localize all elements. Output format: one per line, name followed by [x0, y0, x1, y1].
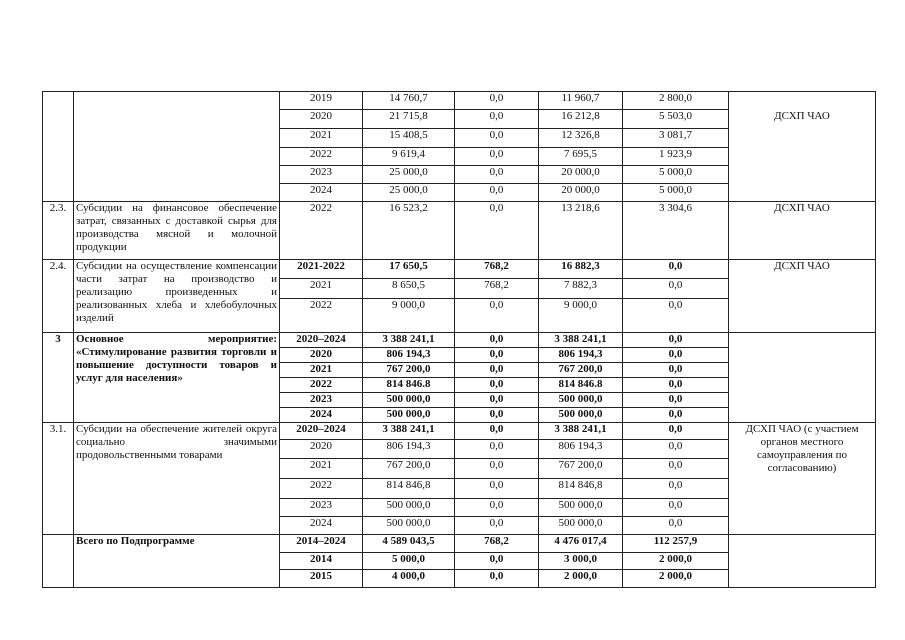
table-row: [43, 92, 876, 110]
total-cell: 500 000,0: [363, 499, 455, 517]
federal-cell: 0,0: [455, 92, 539, 110]
total-cell: 4 589 043,5: [363, 535, 455, 553]
regional-cell: 3 388 241,1: [539, 333, 623, 348]
total-cell: 500 000,0: [363, 408, 455, 423]
total-cell: 25 000,0: [363, 166, 455, 184]
total-cell: 25 000,0: [363, 184, 455, 202]
regional-cell: 3 388 241,1: [539, 423, 623, 440]
regional-cell: 7 695,5: [539, 148, 623, 166]
other-cell: 2 800,0: [623, 92, 729, 110]
row-name-cell: [74, 92, 280, 202]
responsible-cell: ДСХП ЧАО: [729, 260, 876, 333]
total-cell: 3 388 241,1: [363, 333, 455, 348]
other-cell: 0,0: [623, 378, 729, 393]
year-cell: 2021: [280, 279, 363, 299]
other-cell: 0,0: [623, 333, 729, 348]
other-cell: 5 000,0: [623, 166, 729, 184]
federal-cell: 0,0: [455, 363, 539, 378]
total-cell: 3 388 241,1: [363, 423, 455, 440]
regional-cell: 12 326,8: [539, 129, 623, 148]
row-name-cell: Субсидии на обеспечение жителей округа социально значимыми продовольственными товарами: [74, 423, 280, 535]
regional-cell: 13 218,6: [539, 202, 623, 260]
total-cell: 17 650,5: [363, 260, 455, 279]
year-cell: 2024: [280, 517, 363, 535]
year-cell: 2021: [280, 129, 363, 148]
year-cell: 2022: [280, 202, 363, 260]
regional-cell: 767 200,0: [539, 363, 623, 378]
other-cell: 0,0: [623, 408, 729, 423]
regional-cell: 16 212,8: [539, 110, 623, 129]
regional-cell: 500 000,0: [539, 499, 623, 517]
federal-cell: 0,0: [455, 148, 539, 166]
other-cell: 2 000,0: [623, 570, 729, 588]
regional-cell: 767 200,0: [539, 459, 623, 479]
regional-cell: 3 000,0: [539, 553, 623, 570]
table-row: [43, 333, 876, 348]
federal-cell: 768,2: [455, 260, 539, 279]
year-cell: 2020–2024: [280, 333, 363, 348]
row-number-cell: 2.4.: [43, 260, 74, 333]
federal-cell: 0,0: [455, 378, 539, 393]
other-cell: 1 923,9: [623, 148, 729, 166]
total-cell: 500 000,0: [363, 517, 455, 535]
other-cell: 5 000,0: [623, 184, 729, 202]
responsible-cell: ДСХП ЧАО: [729, 202, 876, 260]
responsible-cell: [729, 535, 876, 588]
year-cell: 2023: [280, 166, 363, 184]
table-row: [43, 423, 876, 440]
year-cell: 2020: [280, 348, 363, 363]
federal-cell: 0,0: [455, 479, 539, 499]
other-cell: 0,0: [623, 299, 729, 333]
year-cell: 2023: [280, 393, 363, 408]
other-cell: 3 304,6: [623, 202, 729, 260]
total-cell: 21 715,8: [363, 110, 455, 129]
table-row: [43, 260, 876, 279]
regional-cell: 16 882,3: [539, 260, 623, 279]
row-name-cell: Основное мероприятие: «Стимулирование развития торговли и повышение доступности товаров и услуг для населения»: [74, 333, 280, 423]
total-cell: 9 000,0: [363, 299, 455, 333]
total-cell: 814 846.8: [363, 378, 455, 393]
federal-cell: 0,0: [455, 393, 539, 408]
year-cell: 2024: [280, 408, 363, 423]
row-number-cell: 3.1.: [43, 423, 74, 535]
regional-cell: 814 846,8: [539, 479, 623, 499]
total-cell: 16 523,2: [363, 202, 455, 260]
year-cell: 2020: [280, 440, 363, 459]
regional-cell: 806 194,3: [539, 348, 623, 363]
responsible-cell: ДСХП ЧАО (с участием органов местного самоуправления по согласованию): [729, 423, 876, 535]
year-cell: 2023: [280, 499, 363, 517]
row-name-cell: Субсидии на финансовое обеспечение затрат, связанных с доставкой сырья для производства мясной и молочной продукции: [74, 202, 280, 260]
row-name-cell: Субсидии на осуществление компенсации части затрат на производство и реализацию произведенных и реализованных хлеба и хлебобулочных изделий: [74, 260, 280, 333]
year-cell: 2022: [280, 148, 363, 166]
other-cell: 0,0: [623, 499, 729, 517]
table-row: [43, 202, 876, 260]
budget-table: [42, 91, 876, 588]
regional-cell: 20 000,0: [539, 184, 623, 202]
other-cell: 112 257,9: [623, 535, 729, 553]
federal-cell: 768,2: [455, 535, 539, 553]
total-cell: 767 200,0: [363, 363, 455, 378]
other-cell: 2 000,0: [623, 553, 729, 570]
regional-cell: 9 000,0: [539, 299, 623, 333]
federal-cell: 0,0: [455, 499, 539, 517]
total-cell: 806 194,3: [363, 348, 455, 363]
row-number-cell: [43, 92, 74, 202]
regional-cell: 7 882,3: [539, 279, 623, 299]
federal-cell: 0,0: [455, 553, 539, 570]
total-cell: 9 619,4: [363, 148, 455, 166]
regional-cell: 11 960,7: [539, 92, 623, 110]
other-cell: 0,0: [623, 423, 729, 440]
other-cell: 0,0: [623, 459, 729, 479]
federal-cell: 768,2: [455, 279, 539, 299]
total-cell: 4 000,0: [363, 570, 455, 588]
year-cell: 2021-2022: [280, 260, 363, 279]
total-cell: 14 760,7: [363, 92, 455, 110]
year-cell: 2015: [280, 570, 363, 588]
row-number-cell: [43, 535, 74, 588]
year-cell: 2022: [280, 479, 363, 499]
year-cell: 2022: [280, 378, 363, 393]
federal-cell: 0,0: [455, 348, 539, 363]
other-cell: 5 503,0: [623, 110, 729, 129]
year-cell: 2024: [280, 184, 363, 202]
federal-cell: 0,0: [455, 570, 539, 588]
regional-cell: 806 194,3: [539, 440, 623, 459]
table-row: [43, 535, 876, 553]
total-cell: 500 000,0: [363, 393, 455, 408]
other-cell: 0,0: [623, 440, 729, 459]
federal-cell: 0,0: [455, 110, 539, 129]
responsible-cell: [729, 92, 876, 202]
federal-cell: 0,0: [455, 408, 539, 423]
federal-cell: 0,0: [455, 202, 539, 260]
regional-cell: 500 000,0: [539, 393, 623, 408]
federal-cell: 0,0: [455, 299, 539, 333]
other-cell: 0,0: [623, 517, 729, 535]
year-cell: 2019: [280, 92, 363, 110]
year-cell: 2020: [280, 110, 363, 129]
federal-cell: 0,0: [455, 166, 539, 184]
year-cell: 2021: [280, 459, 363, 479]
other-cell: 0,0: [623, 393, 729, 408]
regional-cell: 500 000,0: [539, 517, 623, 535]
row-number-cell: 2.3.: [43, 202, 74, 260]
other-cell: 0,0: [623, 260, 729, 279]
year-cell: 2014–2024: [280, 535, 363, 553]
year-cell: 2022: [280, 299, 363, 333]
other-cell: 3 081,7: [623, 129, 729, 148]
federal-cell: 0,0: [455, 440, 539, 459]
responsible-text: ДСХП ЧАО: [774, 110, 830, 122]
federal-cell: 0,0: [455, 459, 539, 479]
regional-cell: 2 000,0: [539, 570, 623, 588]
total-cell: 814 846,8: [363, 479, 455, 499]
other-cell: 0,0: [623, 279, 729, 299]
total-cell: 767 200,0: [363, 459, 455, 479]
total-cell: 15 408,5: [363, 129, 455, 148]
year-cell: 2020–2024: [280, 423, 363, 440]
year-cell: 2014: [280, 553, 363, 570]
regional-cell: 20 000,0: [539, 166, 623, 184]
year-cell: 2021: [280, 363, 363, 378]
total-cell: 806 194,3: [363, 440, 455, 459]
regional-cell: 500 000,0: [539, 408, 623, 423]
total-cell: 5 000,0: [363, 553, 455, 570]
other-cell: 0,0: [623, 479, 729, 499]
federal-cell: 0,0: [455, 129, 539, 148]
total-cell: 8 650,5: [363, 279, 455, 299]
federal-cell: 0,0: [455, 423, 539, 440]
federal-cell: 0,0: [455, 333, 539, 348]
other-cell: 0,0: [623, 348, 729, 363]
regional-cell: 814 846.8: [539, 378, 623, 393]
federal-cell: 0,0: [455, 517, 539, 535]
row-number-cell: 3: [43, 333, 74, 423]
total-label-cell: Всего по Подпрограмме: [74, 535, 280, 588]
regional-cell: 4 476 017,4: [539, 535, 623, 553]
other-cell: 0,0: [623, 363, 729, 378]
responsible-cell: [729, 333, 876, 423]
federal-cell: 0,0: [455, 184, 539, 202]
